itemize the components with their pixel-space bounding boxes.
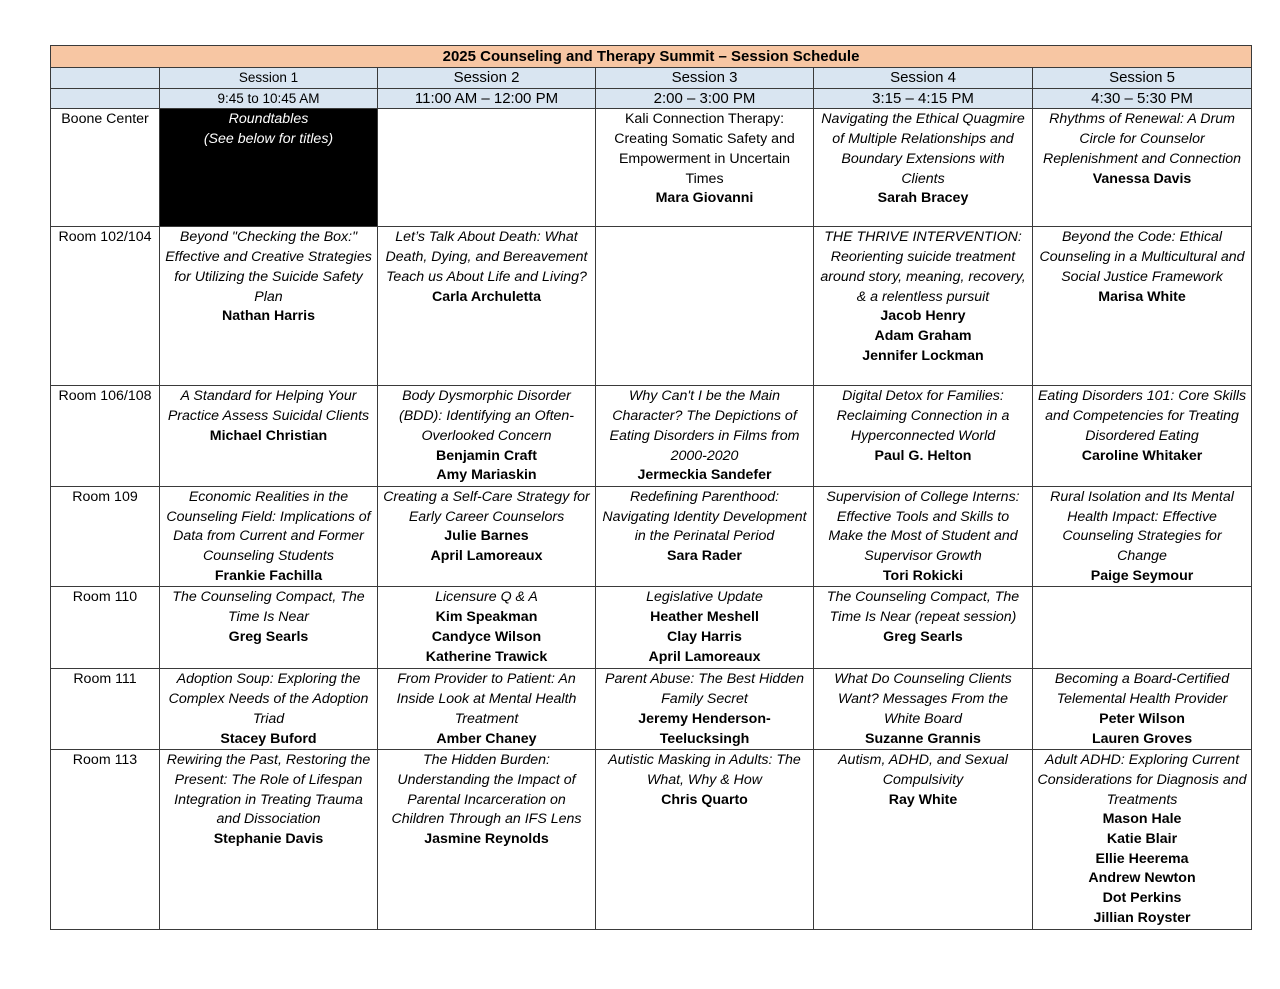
session-title: Autism, ADHD, and Sexual Compulsivity: [838, 752, 1008, 788]
presenter-name: Sara Rader: [667, 548, 742, 565]
session-cell: [1033, 227, 1252, 386]
session-cell: [1033, 669, 1252, 750]
session-time: 9:45 to 10:45 AM: [160, 88, 378, 109]
presenter-name: Jillian Royster: [1093, 909, 1191, 926]
session-title: The Counseling Compact, The Time Is Near: [172, 589, 365, 626]
presenter-name: Clay Harris: [667, 628, 742, 645]
session-title: Why Can't I be the Main Character? The Depictions of Eating Disorders in Films from 2000-2020: [609, 388, 800, 464]
session-title: The Hidden Burden: Understanding the Impact of Parental Incarceration on Children Through an IFS Lens: [391, 752, 582, 828]
presenter-name: Stacey Buford: [220, 730, 317, 747]
session-title: Economic Realities in the Counseling Field: Implications of Data from Current and Former Counseling Students: [166, 488, 371, 565]
session-header: Session 2: [378, 68, 596, 89]
session-title: Rewiring the Past, Restoring the Present: The Role of Lifespan Integration in Treating Trauma and Dissociation: [166, 752, 371, 828]
session-cell: [378, 587, 596, 669]
presenter-name: Carla Archuletta: [431, 288, 542, 305]
session-title: From Provider to Patient: An Inside Look at Mental Health Treatment: [396, 671, 577, 727]
presenter-name: Jermeckia Sandefer: [637, 467, 772, 484]
session-title: Roundtables (See below for titles): [203, 111, 334, 148]
session-cell: [596, 486, 814, 587]
session-title: Rhythms of Renewal: A Drum Circle for Counselor Replenishment and Connection: [1043, 111, 1241, 167]
session-title: The Counseling Compact, The Time Is Near (repeat session): [826, 589, 1020, 626]
session-time: 3:15 – 4:15 PM: [814, 88, 1033, 109]
session-title: Autistic Masking in Adults: The What, Why & How: [608, 752, 801, 788]
room-name: Room 106/108: [51, 386, 160, 487]
session-cell: [596, 227, 814, 386]
session-cell: [596, 750, 814, 929]
room-row: [51, 750, 1252, 929]
session-header: Session 1: [160, 68, 378, 89]
session-title: A Standard for Helping Your Practice Assess Suicidal Clients: [167, 388, 370, 425]
presenter-name: Paige Seymour: [1090, 567, 1194, 584]
presenter-name: Mason Hale: [1102, 811, 1182, 828]
session-cell: [160, 486, 378, 587]
session-cell: [378, 669, 596, 750]
session-cell: [814, 669, 1033, 750]
presenter-name: Candyce Wilson: [431, 628, 542, 645]
room-name: Room 102/104: [51, 227, 160, 386]
session-cell: [160, 109, 378, 227]
session-cell: [814, 386, 1033, 487]
session-cell: [378, 486, 596, 587]
session-cell: [596, 669, 814, 750]
session-title: Becoming a Board-Certified Telemental Health Provider: [1054, 671, 1230, 708]
presenter-name: Katherine Trawick: [425, 648, 548, 665]
presenter-name: Chris Quarto: [661, 791, 748, 808]
session-title: Beyond "Checking the Box:" Effective and Creative Strategies for Utilizing the Suicide Safety Plan: [165, 229, 372, 305]
room-name: Room 113: [51, 750, 160, 929]
presenter-name: Adam Graham: [874, 327, 972, 344]
session-cell: [1033, 486, 1252, 587]
presenter-name: Jeremy Henderson-Teelucksingh: [638, 710, 771, 747]
room-row: [51, 386, 1252, 487]
presenter-name: Stephanie Davis: [213, 831, 324, 848]
session-cell: [596, 109, 814, 227]
presenter-name: Amber Chaney: [436, 730, 537, 747]
presenter-name: April Lamoreaux: [430, 548, 543, 565]
presenter-name: April Lamoreaux: [648, 648, 761, 665]
presenter-name: Amy Mariaskin: [436, 467, 537, 484]
room-row: [51, 227, 1252, 386]
presenter-name: Greg Searls: [228, 628, 309, 645]
session-cell: [596, 587, 814, 669]
session-title: Licensure Q & A: [435, 589, 538, 606]
session-cell: [814, 587, 1033, 669]
session-cell: [814, 109, 1033, 227]
session-cell: [1033, 750, 1252, 929]
presenter-name: Mara Giovanni: [655, 190, 754, 207]
session-title: Eating Disorders 101: Core Skills and Competencies for Treating Disordered Eating: [1037, 388, 1247, 444]
presenter-name: Paul G. Helton: [874, 447, 972, 464]
presenter-name: Ray White: [888, 791, 958, 808]
session-cell: [596, 386, 814, 487]
presenter-name: Heather Meshell: [650, 609, 759, 626]
presenter-name: Julie Barnes: [444, 528, 529, 545]
presenter-name: Jennifer Lockman: [862, 347, 984, 364]
session-cell: [814, 750, 1033, 929]
room-name: Room 109: [51, 486, 160, 587]
presenter-name: Kim Speakman: [435, 609, 538, 626]
schedule-table: [50, 45, 1252, 930]
session-title: Beyond the Code: Ethical Counseling in a Multicultural and Social Justice Framework: [1039, 229, 1245, 285]
room-row: [51, 669, 1252, 750]
session-time: 2:00 – 3:00 PM: [596, 88, 814, 109]
presenter-name: Dot Perkins: [1102, 890, 1182, 907]
session-cell: [1033, 109, 1252, 227]
presenter-name: Tori Rokicki: [882, 567, 964, 584]
schedule-title: 2025 Counseling and Therapy Summit – Session Schedule: [51, 46, 1252, 68]
presenter-name: Andrew Newton: [1088, 870, 1196, 887]
presenter-name: Katie Blair: [1106, 831, 1178, 848]
time-blank: [51, 88, 160, 109]
session-cell: [378, 750, 596, 929]
room-row: [51, 109, 1252, 227]
session-title: Let’s Talk About Death: What Death, Dying, and Bereavement Teach us About Life and Living?: [385, 229, 588, 285]
session-cell: [378, 109, 596, 227]
presenter-name: Jasmine Reynolds: [424, 831, 549, 848]
session-cell: [1033, 386, 1252, 487]
session-cell: [814, 227, 1033, 386]
session-title: Legislative Update: [646, 589, 763, 606]
room-row: [51, 486, 1252, 587]
presenter-name: Benjamin Craft: [436, 447, 537, 464]
session-title: Creating a Self-Care Strategy for Early Career Counselors: [383, 488, 590, 525]
session-title: Body Dysmorphic Disorder (BDD): Identifying an Often-Overlooked Concern: [398, 388, 575, 444]
session-title: Navigating the Ethical Quagmire of Multiple Relationships and Boundary Extensions with Clients: [821, 111, 1025, 187]
session-cell: [814, 486, 1033, 587]
session-title: What Do Counseling Clients Want? Messages From the White Board: [834, 671, 1012, 727]
presenter-name: Suzanne Grannis: [865, 730, 981, 747]
session-header: Session 4: [814, 68, 1033, 89]
session-cell: [160, 587, 378, 669]
session-title: Redefining Parenthood: Navigating Identity Development in the Perinatal Period: [602, 488, 807, 545]
presenter-name: Greg Searls: [883, 628, 963, 645]
session-cell: [378, 227, 596, 386]
presenter-name: Frankie Fachilla: [214, 567, 323, 584]
presenter-name: Lauren Groves: [1091, 730, 1193, 747]
session-title: Supervision of College Interns: Effective Tools and Skills to Make the Most of Student and Supervisor Growth: [826, 488, 1020, 565]
presenter-name: Sarah Bracey: [877, 190, 969, 207]
presenter-name: Marisa White: [1098, 288, 1186, 305]
presenter-name: Caroline Whitaker: [1081, 447, 1203, 464]
presenter-name: Vanessa Davis: [1092, 170, 1192, 187]
session-title: Adoption Soup: Exploring the Complex Needs of the Adoption Triad: [168, 671, 369, 727]
session-title: THE THRIVE INTERVENTION: Reorienting suicide treatment around story, meaning, recovery, & a relentless pursuit: [820, 229, 1026, 305]
room-name: Boone Center: [51, 109, 160, 227]
room-row: [51, 587, 1252, 669]
session-cell: [160, 227, 378, 386]
session-cell: [160, 386, 378, 487]
presenter-name: Ellie Heerema: [1095, 850, 1189, 867]
presenter-name: Jacob Henry: [880, 308, 966, 325]
session-title: Kali Connection Therapy: Creating Somatic Safety and Empowerment in Uncertain Times: [614, 111, 795, 187]
session-time: 4:30 – 5:30 PM: [1033, 88, 1252, 109]
room-name: Room 111: [51, 669, 160, 750]
session-title: Parent Abuse: The Best Hidden Family Secret: [604, 671, 804, 708]
session-cell: [160, 750, 378, 929]
room-name: Room 110: [51, 587, 160, 669]
session-title: Adult ADHD: Exploring Current Considerations for Diagnosis and Treatments: [1037, 752, 1247, 808]
session-time: 11:00 AM – 12:00 PM: [378, 88, 596, 109]
session-cell: [160, 669, 378, 750]
presenter-name: Nathan Harris: [221, 308, 316, 325]
presenter-name: Peter Wilson: [1099, 710, 1185, 727]
session-title: Rural Isolation and Its Mental Health Impact: Effective Counseling Strategies for Change: [1050, 488, 1234, 565]
session-header: Session 5: [1033, 68, 1252, 89]
session-title: Digital Detox for Families: Reclaiming Connection in a Hyperconnected World: [836, 388, 1010, 444]
session-cell: [1033, 587, 1252, 669]
session-cell: [378, 386, 596, 487]
header-blank: [51, 68, 160, 89]
session-header: Session 3: [596, 68, 814, 89]
presenter-name: Michael Christian: [209, 427, 328, 444]
